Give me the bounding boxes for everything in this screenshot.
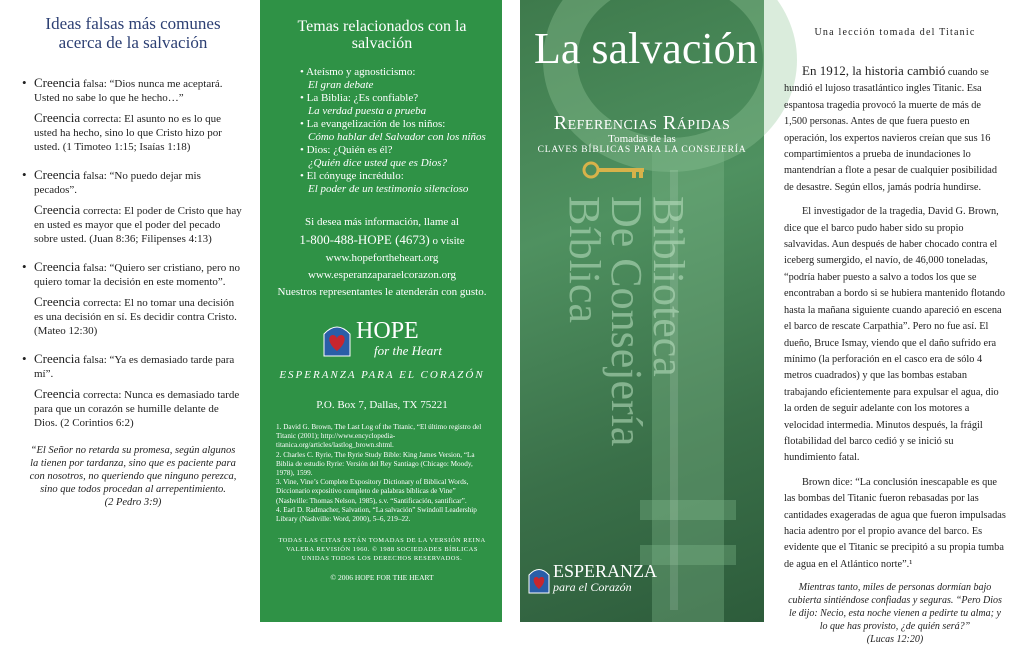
correct-keyword: Creencia (34, 294, 81, 309)
logo-text-hope: HOPE (356, 318, 419, 344)
correct-belief (22, 203, 244, 246)
correct-text: Nunca es demasiado tarde para que un corazón se humille delante de Dios. (2 Corintios 6:2) (34, 389, 240, 429)
false-belief (22, 168, 244, 197)
logo-text-heart: for the Heart (374, 343, 442, 358)
myth-item (22, 260, 244, 338)
reference-list (276, 423, 488, 524)
false-text: “Dios nunca me aceptará. Usted no sabe lo que he hecho…” (34, 78, 223, 104)
myth-list (22, 76, 244, 430)
brand-sub: para el Corazón (553, 580, 632, 594)
false-label: falsa: (80, 78, 110, 90)
false-keyword: Creencia (34, 167, 81, 182)
topic-list (300, 66, 488, 196)
topic-title: • El cónyuge incrédulo: (300, 170, 404, 182)
copyright: © 2006 HOPE FOR THE HEART (330, 573, 434, 583)
gold-key-icon (582, 160, 652, 180)
panel4-quote (784, 581, 1006, 646)
correct-label: correcta: (80, 113, 125, 125)
topic-subtitle: La verdad puesta a prueba (308, 105, 427, 117)
topic-item (300, 92, 488, 118)
paragraph-3: Brown dice: “La conclusión inescapable es que las bombas del Titanic fueron rebasadas por las cantidades exageradas de agua que fueron impulsadas hacia adentro por el propio avance del barco. Es evidente que el Titanic se precipitó a su propia tumba de agua en el Atlántico norte”.¹ (784, 476, 1006, 570)
reference-item: 1. David G. Brown, The Last Log of the Titanic, “El último registro del Titanic (2001); http://www.encyclopedia-titanica.org/articles/lastlog_brown.shtml. (276, 423, 482, 450)
correct-belief (22, 387, 244, 430)
quick-references-series: CLAVES BÍBLICAS PARA LA CONSEJERÍA (537, 145, 747, 155)
paragraph-1-rest: cuando se hundió el lujoso trasatlántico ingles Titanic. Esa espantosa tragedia provocó la muerte de más de 1,500 personas. Antes de que fuera puesto en operación, los expertos navieros creían que sus 16 compartimientos a prueba de inundaciones lo mantendrían a flote a pesar de cualquier posibilidad de desastre. Según ellos, jamás podría hundirse. (784, 67, 998, 193)
bible-version-note: TODAS LAS CITAS ESTÁN TOMADAS DE LA VERSIÓN REINA VALERA REVISIÓN 1960. © 1988 SOCIEDADES BÍBLICAS UNIDAS TODOS LOS DERECHOS RESERVADOS. (278, 537, 486, 563)
false-keyword: Creencia (34, 351, 81, 366)
false-belief (22, 260, 244, 289)
false-label: falsa: (80, 354, 110, 366)
panel-related-topics (260, 0, 502, 622)
panel4-title: Una lección tomada del Titanic (814, 27, 976, 38)
false-text: “Ya es demasiado tarde para mí”. (34, 354, 235, 380)
vertical-title-1: Biblioteca (644, 196, 693, 377)
correct-belief (22, 295, 244, 338)
heart-window-icon (528, 564, 550, 594)
paragraph-2: El investigador de la tragedia, David G. Brown, dice que el barco pudo haber sido su propio salvavidas. Aun después de haber chocado contra el iceberg sumergido, el navío, de 46,000 toneladas, “podría haber puesto a salvo a todos los que se encontraban a bordo si se hubiera mantenido flotando hasta la mañana siguiente cuando apareció en escena el barco de rescate Carpathia”. Pero no fue así. El dueño, Bruce Ismay, viendo que el daño sufrido era mínimo (la perforación en el casco era de sólo 4 metros cuadrados) y que las bombas estaban trabajando eficientemente para expulsar el agua, dio la orden de seguir adelante con los motores a velocidad intermedia. Minutos después, la frágil flotabilidad del barco cedió y se inició su hundimiento fatal. (784, 206, 1006, 464)
bullet: • (22, 351, 27, 366)
panel1-quote-text: “El Señor no retarda su promesa, según algunos la tienen por tardanza, sino que es paciente para con nosotros, no queriendo que ninguno perezca, sino que todos procedan al arrepentimiento. (29, 445, 237, 495)
myth-item (22, 168, 244, 246)
panel4-quote-ref: (Lucas 12:20) (866, 634, 924, 646)
false-keyword: Creencia (34, 75, 81, 90)
panel1-title: Ideas falsas más comunes acerca de la salvación (45, 14, 221, 52)
false-label: falsa: (80, 170, 110, 182)
vertical-title-2: De Consejería (602, 196, 651, 447)
heart-window-icon (322, 320, 352, 358)
panel4-quote-text: Mientras tanto, miles de personas dormían bajo cubierta sintiéndose confiadas y seguras. “Pero Dios le dijo: Necio, esta noche vienen a pedirte tu alma; y lo que has provisto, ¿de quién será?” (788, 582, 1002, 633)
topic-subtitle: ¿Quién dice usted que es Dios? (308, 157, 447, 169)
vertical-title-3: Bíblica (560, 196, 609, 324)
topic-item (300, 66, 488, 92)
reference-item: 4. Earl D. Radmacher, Salvation, “La salvación” Swindoll Leadership Library (Nashville: Word, 2000), 5–6, 219–22. (276, 505, 477, 524)
phone-number: 1-800-488-HOPE (4673) (299, 232, 430, 247)
topic-subtitle: El poder de un testimonio silencioso (308, 183, 469, 195)
correct-text: El asunto no es lo que usted ha hecho, sino lo que Cristo hizo por usted. (1 Timoteo 1:15; Isaías 1:18) (34, 113, 222, 153)
topic-item (300, 170, 488, 196)
false-belief (22, 352, 244, 381)
website-link-1[interactable]: www.hopefortheheart.org (325, 252, 439, 264)
topic-title: • La evangelización de los niños: (300, 118, 445, 130)
correct-label: correcta: (80, 389, 125, 401)
topic-title: • Ateísmo y agnosticismo: (300, 66, 415, 78)
brand-logo (528, 562, 657, 595)
false-keyword: Creencia (34, 259, 81, 274)
myth-item (22, 76, 244, 154)
correct-keyword: Creencia (34, 110, 81, 125)
myth-item (22, 352, 244, 430)
panel-false-beliefs (0, 0, 256, 622)
topic-title: • Dios: ¿Quién es él? (300, 144, 392, 156)
false-text: “Quiero ser cristiano, pero no quiero tomar la decisión en este momento”. (34, 262, 240, 288)
quick-references-title: Referencias Rápidas (553, 112, 731, 134)
tagline: ESPERANZA PARA EL CORAZÓN (279, 369, 485, 381)
correct-belief (22, 111, 244, 154)
phone-suffix: o visite (429, 235, 465, 247)
paragraph-1 (784, 63, 1006, 196)
topic-item (300, 144, 488, 170)
reference-item: 3. Vine, Vine’s Complete Expository Dictionary of Biblical Words, Diccionario expositivo completo de palabras bíblicas de Vine” (Nashville: Thomas Nelson, 1985), s.v. “Santificación, santificar”. (276, 478, 469, 505)
hope-logo (276, 319, 488, 359)
cover-title: La salvación (534, 24, 758, 73)
panel-titanic-lesson (782, 0, 1024, 646)
correct-text: El poder de Cristo que hay en usted es mayor que el poder del pecado sobre usted. (Juan 8:36; Filipenses 4:13) (34, 205, 242, 245)
contact-intro: Si desea más información, llame al (305, 216, 459, 228)
bullet: • (22, 259, 27, 274)
quick-references-subtitle: Tomadas de las (608, 133, 676, 145)
contact-info (276, 214, 488, 301)
website-link-2[interactable]: www.esperanzaparaelcorazon.org (307, 269, 457, 281)
bullet: • (22, 75, 27, 90)
panel1-quote-ref: (2 Pedro 3:9) (104, 497, 162, 508)
topic-subtitle: Cómo hablar del Salvador con los niños (308, 131, 486, 143)
correct-label: correcta: (80, 205, 125, 217)
panel2-title: Temas relacionados con la salvación (297, 18, 467, 52)
correct-keyword: Creencia (34, 386, 81, 401)
brand-name: ESPERANZA (553, 561, 658, 581)
false-belief (22, 76, 244, 105)
false-text: “No puedo dejar mis pecados”. (34, 170, 201, 196)
correct-text: El no tomar una decisión es una decisión en sí. Es decidir contra Cristo. (Mateo 12:30) (34, 297, 237, 337)
mailing-address: P.O. Box 7, Dallas, TX 75221 (316, 399, 448, 411)
topic-title: • La Biblia: ¿Es confiable? (300, 92, 418, 104)
bullet: • (22, 167, 27, 182)
correct-keyword: Creencia (34, 202, 81, 217)
reps-text: Nuestros representantes le atenderán con gusto. (277, 286, 487, 298)
topic-item (300, 118, 488, 144)
topic-subtitle: El gran debate (308, 79, 374, 91)
false-label: falsa: (80, 262, 110, 274)
reference-item: 2. Charles C. Ryrie, The Ryrie Study Bible: King James Version, “La Biblia de estudio Ryrie: Versión del Rey Santiago (Chicago: Moody, 1978), 1599. (276, 450, 475, 478)
paragraph-1-lead: En 1912, la historia cambió (802, 63, 946, 78)
panel1-quote (22, 444, 244, 509)
correct-label: correcta: (80, 297, 125, 309)
panel-cover (520, 0, 764, 622)
